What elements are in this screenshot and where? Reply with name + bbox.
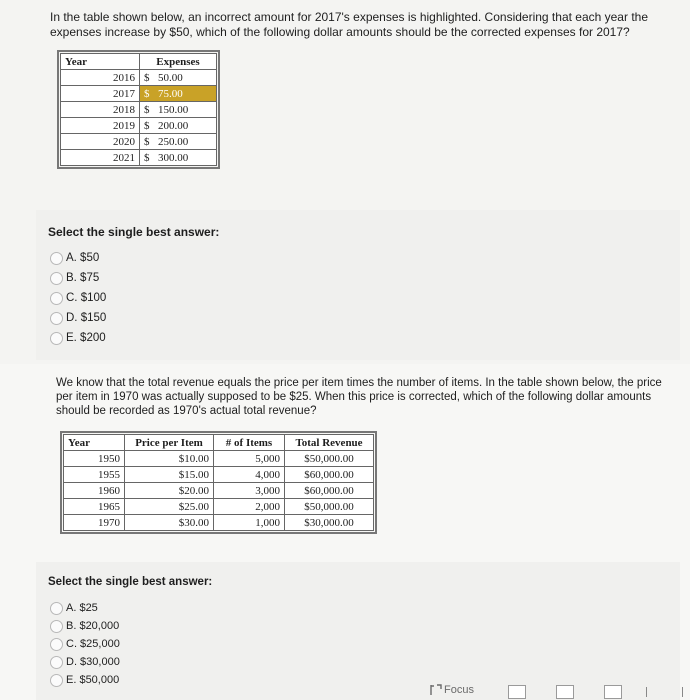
revenue-cell: $60,000.00 xyxy=(285,467,374,483)
answer-heading: Select the single best answer: xyxy=(48,225,220,239)
expense-cell xyxy=(140,150,217,166)
table-row xyxy=(64,515,374,531)
table-row xyxy=(64,499,374,515)
answer-option-d[interactable] xyxy=(50,653,120,671)
currency-symbol: $ xyxy=(144,151,150,164)
toolbar-divider xyxy=(682,687,683,697)
option-label: B. $75 xyxy=(66,272,100,284)
table-row xyxy=(64,467,374,483)
expense-amount: 75.00 xyxy=(158,87,183,100)
radio-button-icon[interactable] xyxy=(50,332,63,345)
table-row xyxy=(61,102,217,118)
option-label: A. $50 xyxy=(66,252,100,264)
price-cell: $25.00 xyxy=(125,499,214,515)
table-row xyxy=(61,118,217,134)
currency-symbol: $ xyxy=(144,103,150,116)
column-header: Price per Item xyxy=(125,435,214,451)
items-cell: 5,000 xyxy=(214,451,285,467)
year-cell: 2016 xyxy=(61,70,140,86)
column-header: Expenses xyxy=(140,54,217,70)
year-cell: 2019 xyxy=(61,118,140,134)
currency-symbol: $ xyxy=(144,87,150,100)
column-header: Year xyxy=(61,54,140,70)
answer-option-e[interactable] xyxy=(50,671,120,689)
items-cell: 2,000 xyxy=(214,499,285,515)
option-label: E. $200 xyxy=(66,332,106,344)
option-label: D. $150 xyxy=(66,312,107,324)
currency-symbol: $ xyxy=(144,135,150,148)
radio-button-icon[interactable] xyxy=(50,312,63,325)
focus-label: Focus xyxy=(444,684,474,696)
expense-amount: 50.00 xyxy=(158,71,183,84)
radio-button-icon[interactable] xyxy=(50,252,63,265)
answer-option-a[interactable] xyxy=(50,599,120,617)
revenue-cell: $30,000.00 xyxy=(285,515,374,531)
items-cell: 1,000 xyxy=(214,515,285,531)
year-cell: 1965 xyxy=(64,499,125,515)
toolbar-divider xyxy=(646,687,647,697)
table-row xyxy=(61,134,217,150)
table-row xyxy=(61,150,217,166)
focus-icon xyxy=(430,684,442,696)
table-row xyxy=(61,70,217,86)
column-header: Total Revenue xyxy=(285,435,374,451)
expenses-table xyxy=(60,53,217,166)
revenue-table xyxy=(63,434,374,531)
radio-button-icon[interactable] xyxy=(50,674,63,687)
year-cell: 1960 xyxy=(64,483,125,499)
option-label: B. $20,000 xyxy=(66,620,120,632)
revenue-cell: $50,000.00 xyxy=(285,499,374,515)
expense-amount: 200.00 xyxy=(158,119,189,132)
currency-symbol: $ xyxy=(144,119,150,132)
revenue-cell: $60,000.00 xyxy=(285,483,374,499)
year-cell: 1970 xyxy=(64,515,125,531)
radio-button-icon[interactable] xyxy=(50,602,63,615)
answer-option-b[interactable] xyxy=(50,268,106,288)
items-cell: 4,000 xyxy=(214,467,285,483)
fullscreen-icon[interactable] xyxy=(604,685,622,699)
answer-heading: Select the single best answer: xyxy=(48,576,213,588)
answer-options xyxy=(50,248,106,348)
option-label: C. $100 xyxy=(66,292,107,304)
expense-cell xyxy=(140,102,217,118)
answer-options xyxy=(50,599,120,689)
answer-option-c[interactable] xyxy=(50,288,106,308)
price-cell: $20.00 xyxy=(125,483,214,499)
option-label: E. $50,000 xyxy=(66,674,120,686)
radio-button-icon[interactable] xyxy=(50,272,63,285)
page-view-icon[interactable] xyxy=(556,685,574,699)
expense-cell xyxy=(140,70,217,86)
option-label: D. $30,000 xyxy=(66,656,120,668)
year-cell: 2017 xyxy=(61,86,140,102)
year-cell: 1955 xyxy=(64,467,125,483)
question-2-answer-box xyxy=(36,562,680,700)
answer-option-a[interactable] xyxy=(50,248,106,268)
question-1-answer-box xyxy=(36,210,680,360)
radio-button-icon[interactable] xyxy=(50,620,63,633)
price-cell: $30.00 xyxy=(125,515,214,531)
expense-amount: 150.00 xyxy=(158,103,189,116)
radio-button-icon[interactable] xyxy=(50,292,63,305)
option-label: A. $25 xyxy=(66,602,98,614)
grid-view-icon[interactable] xyxy=(508,685,526,699)
table-row xyxy=(61,86,217,102)
currency-symbol: $ xyxy=(144,71,150,84)
table-row xyxy=(64,451,374,467)
answer-option-e[interactable] xyxy=(50,328,106,348)
table-header-row xyxy=(61,54,217,70)
year-cell: 2021 xyxy=(61,150,140,166)
items-cell: 3,000 xyxy=(214,483,285,499)
answer-option-c[interactable] xyxy=(50,635,120,653)
option-label: C. $25,000 xyxy=(66,638,120,650)
year-cell: 2020 xyxy=(61,134,140,150)
expense-cell xyxy=(140,118,217,134)
year-cell: 1950 xyxy=(64,451,125,467)
answer-option-d[interactable] xyxy=(50,308,106,328)
question-2-text: We know that the total revenue equals the price per item times the number of items. In the table shown below, the price per item in 1970 was actually supposed to be $25. When this price is corrected, which of the following dollar amounts should be recorded as 1970's actual total revenue? xyxy=(56,377,662,417)
expense-amount: 250.00 xyxy=(158,135,189,148)
table-row xyxy=(64,483,374,499)
highlighted-expense-cell xyxy=(140,86,217,102)
table-header-row xyxy=(64,435,374,451)
price-cell: $10.00 xyxy=(125,451,214,467)
column-header: # of Items xyxy=(214,435,285,451)
expense-amount: 300.00 xyxy=(158,151,189,164)
column-header: Year xyxy=(64,435,125,451)
question-1-text: In the table shown below, an incorrect amount for 2017's expenses is highlighted. Considering that each year the expenses increase by $50, which of the following dollar amounts should be the corrected expenses for 2017? xyxy=(50,10,648,39)
revenue-cell: $50,000.00 xyxy=(285,451,374,467)
radio-button-icon[interactable] xyxy=(50,638,63,651)
focus-button[interactable] xyxy=(430,684,474,696)
price-cell: $15.00 xyxy=(125,467,214,483)
year-cell: 2018 xyxy=(61,102,140,118)
expense-cell xyxy=(140,134,217,150)
bottom-toolbar xyxy=(420,683,690,700)
answer-option-b[interactable] xyxy=(50,617,120,635)
radio-button-icon[interactable] xyxy=(50,656,63,669)
